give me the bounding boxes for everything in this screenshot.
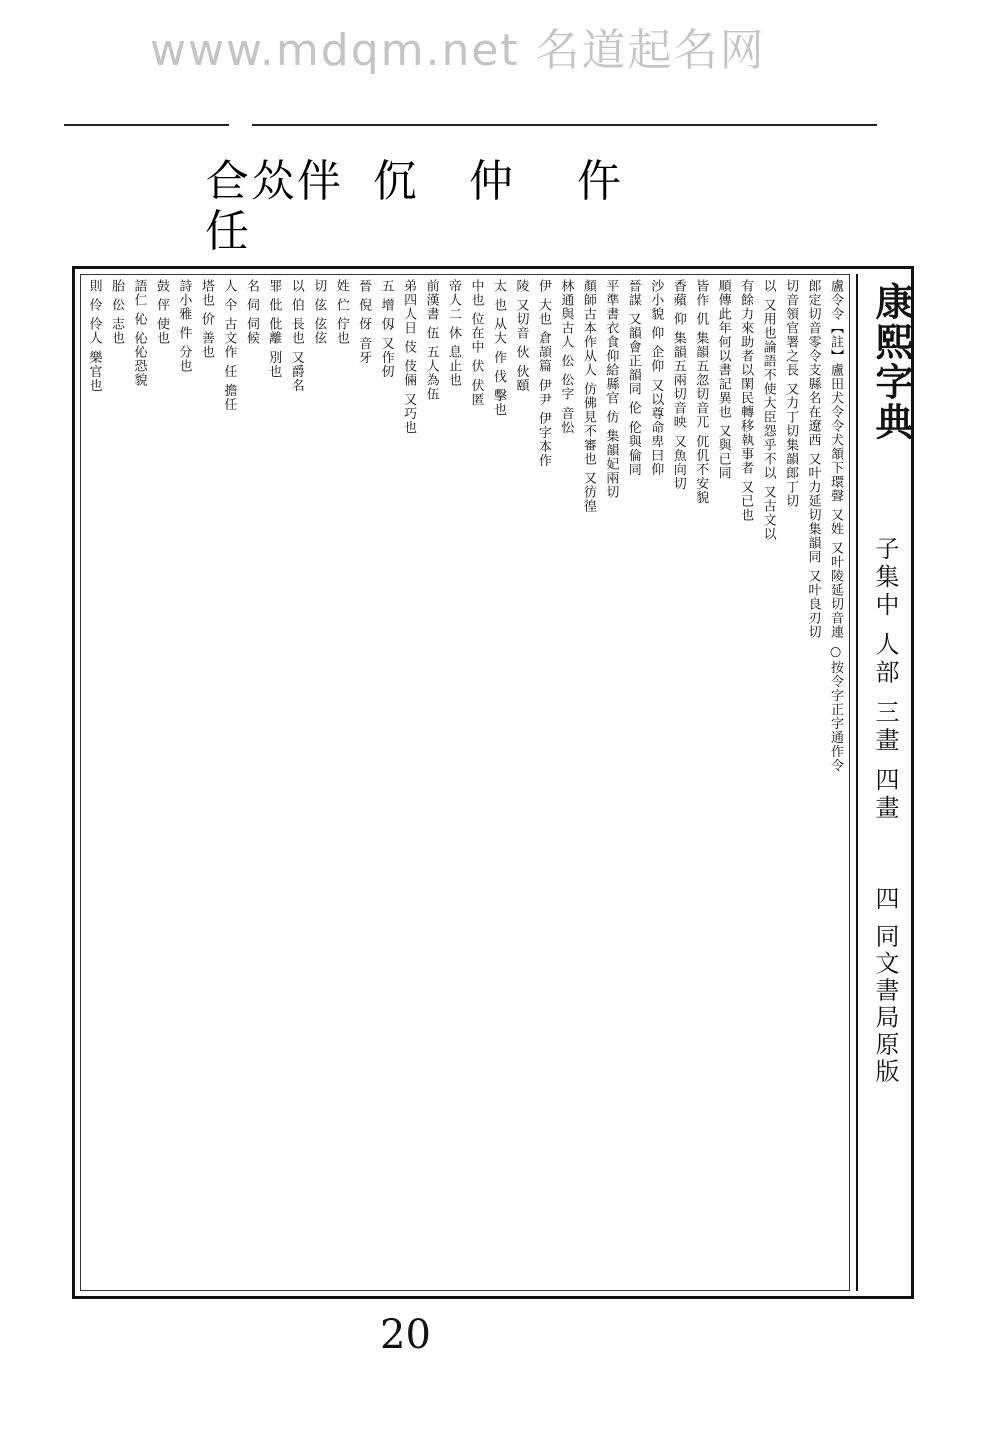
text-column: 則 伶 伶人 樂官也 [86, 279, 102, 393]
text-body [80, 274, 850, 1291]
text-column: 鼓 伻 使也 [153, 279, 169, 346]
text-column: 順傳此年何以書記異也 又與已同 [715, 279, 731, 481]
text-column: 語仁 伈 伈伈恐貌 [131, 279, 147, 388]
text-column: 香蘋 仰 集韻五兩切音映 又魚向切 [670, 279, 686, 491]
seal-glyph: 仲 [469, 156, 513, 207]
text-column: 詩小雅 件 分也 [176, 279, 192, 374]
text-column: 盧令令【註】盧田犬令令犬頷下環聲 又姓 又叶陵延切音連 ○按令字正字通作令 [828, 279, 843, 773]
section-label: 子集中 人部 三畫 四畫 [871, 536, 899, 823]
text-column: 平準書衣食仰給縣官 仿 集韻妃兩切 [603, 279, 619, 500]
text-column: 人 仐 古文作 任 擔任 [221, 279, 237, 412]
text-column: 切音領官署之長 又力丁切集韻郎丁切 [783, 279, 799, 509]
seal-glyph: 𠈌 [251, 156, 295, 207]
text-column: 皆作 仉 集韻五忽切音兀 㐳仉不安貌 [693, 279, 709, 505]
text-column: 姓 伫 佇也 [333, 279, 349, 346]
text-column: 郎定切音零令支縣名在遼西 又叶力延切集韻同 又叶良刃切 [805, 279, 821, 640]
dictionary-title: 康熙字典 [869, 282, 914, 442]
text-column: 帝人二 休 息止也 [446, 279, 462, 388]
seal-glyph: 仺 [205, 156, 249, 207]
publisher-label: 四 同文書局原版 [871, 886, 899, 1086]
text-column: 沙小貌 仰 企仰 又以尊命卑曰仰 [648, 279, 664, 477]
text-column: 五 增 仭 又作仞 [378, 279, 394, 379]
text-column: 太 也 从大 作 伐 擊也 [490, 279, 506, 417]
text-column: 名 伺 伺候 [243, 279, 259, 346]
text-column: 切 伭 伭伭 [311, 279, 327, 346]
text-column: 晉謀 又韻會正韻同 伦 伦與倫同 [625, 279, 641, 477]
text-column: 林通與古人 伀 伀字 音忪 [558, 279, 574, 435]
text-column: 有餘力來助者以閑民轉移執事者 又已也 [738, 279, 754, 523]
text-column: 前漢書 伍 五人為伍 [423, 279, 439, 402]
text-column: 罪 仳 仳離 別也 [266, 279, 282, 379]
text-column: 陵 又切音 伙 伙頤 [513, 279, 529, 393]
seal-glyph: 仵 [577, 156, 621, 207]
seal-glyph: 伴 [297, 156, 341, 207]
text-column: 伊 大也 倉頡篇 伊尹 伊字本作 [535, 279, 551, 468]
header-strip [856, 274, 914, 1291]
text-column: 弟四人日 伎 伎倆 又巧也 [401, 279, 417, 435]
text-column: 晉 倪 伢 音牙 [356, 279, 372, 365]
top-rule-right [252, 124, 877, 126]
page-number: 20 [380, 1312, 431, 1358]
top-rule-left [64, 124, 229, 126]
text-column: 以 又用也論語不使大臣怨乎不以 又古文以 [760, 279, 776, 542]
seal-script-row [205, 150, 625, 260]
seal-glyph: 伔 [373, 156, 417, 207]
seal-glyph: 任 [205, 206, 249, 257]
watermark: www.mdqm.net 名道起名网 [150, 25, 766, 76]
text-column: 以 伯 長也 又爵名 [288, 279, 304, 393]
text-column: 塔也 价 善也 [198, 279, 214, 360]
text-column: 胎 伀 志也 [109, 279, 124, 346]
text-column: 顏師古本作从人 仿佛見不審也 又彷徨 [580, 279, 596, 514]
text-column: 中也 位在中 伏 伏匿 [468, 279, 484, 407]
